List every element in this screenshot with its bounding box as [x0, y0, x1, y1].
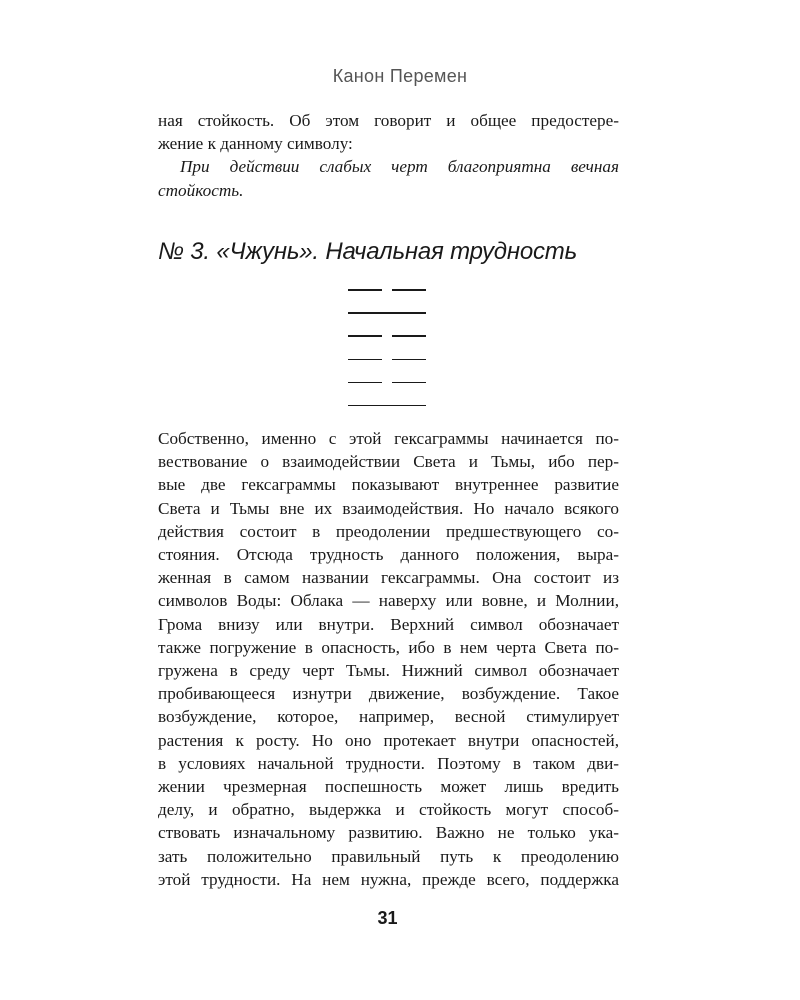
text-line: делу, и обратно, выдержка и стойкость могут способ- — [158, 800, 619, 820]
intro-text — [158, 109, 619, 202]
hexagram-figure — [348, 289, 426, 428]
body-text — [158, 427, 619, 891]
text-line: зать положительно правильный путь к преодолению — [158, 846, 619, 866]
text-line: растения к росту. Но оно протекает внутри опасностей, — [158, 730, 619, 750]
hexagram-segment — [348, 382, 382, 384]
text-line: действия состоит в преодолении предшествующего со- — [158, 521, 619, 541]
quote-line: При действии слабых черт благоприятна вечная — [180, 157, 619, 177]
hexagram-broken-line — [348, 289, 426, 312]
text-line: стояния. Отсюда трудность данного положения, выра- — [158, 545, 619, 565]
text-line: также погружение в опасность, ибо в нем черта Света по- — [158, 637, 619, 657]
text-line: женная в самом названии гексаграммы. Она состоит из — [158, 568, 619, 588]
hexagram-solid-line — [348, 312, 426, 335]
text-line: символов Воды: Облака — наверху или вовне, и Молнии, — [158, 591, 619, 611]
text-line: Света и Тьмы вне их взаимодействия. Но начало всякого — [158, 498, 619, 518]
hexagram-solid-line — [348, 405, 426, 428]
running-title: Канон Перемен — [332, 66, 468, 86]
quote-line: стойкость. — [158, 180, 244, 200]
text-line: вые две гексаграммы показывают внутреннее развитие — [158, 475, 619, 495]
text-line: Грома внизу или внутри. Верхний символ обозначает — [158, 614, 619, 634]
hexagram-segment — [392, 289, 426, 291]
text-line: вествование о взаимодействии Света и Тьмы, ибо пер- — [158, 452, 619, 472]
hexagram-segment — [392, 335, 426, 337]
hexagram-segment — [392, 359, 426, 361]
text-line: гружена в среду черт Тьмы. Нижний символ обозначает — [158, 661, 619, 681]
hexagram-broken-line — [348, 359, 426, 382]
hexagram-broken-line — [348, 382, 426, 405]
text-line: пробивающееся изнутри движение, возбуждение. Такое — [158, 684, 619, 704]
hexagram-segment — [348, 289, 382, 291]
text-line: жение к данному символу: — [158, 134, 353, 154]
text-line: жении чрезмерная поспешность может лишь вредить — [158, 777, 619, 797]
text-line: этой трудности. На нем нужна, прежде всего, поддержка — [158, 869, 619, 889]
hexagram-segment — [348, 405, 426, 407]
page-number: 31 — [377, 908, 398, 928]
text-line: ная стойкость. Об этом говорит и общее предостере- — [158, 111, 619, 130]
section-heading: № 3. «Чжунь». Начальная трудность — [158, 238, 578, 265]
hexagram-segment — [392, 382, 426, 384]
text-line: возбуждение, которое, например, весной стимулирует — [158, 707, 619, 727]
hexagram-segment — [348, 312, 426, 314]
text-line: Собственно, именно с этой гексаграммы начинается по- — [158, 429, 619, 448]
hexagram-broken-line — [348, 335, 426, 358]
text-line: ствовать изначальному развитию. Важно не только ука- — [158, 823, 619, 843]
text-line: в условиях начальной трудности. Поэтому в таком дви- — [158, 753, 619, 773]
hexagram-segment — [348, 335, 382, 337]
hexagram-segment — [348, 359, 382, 361]
